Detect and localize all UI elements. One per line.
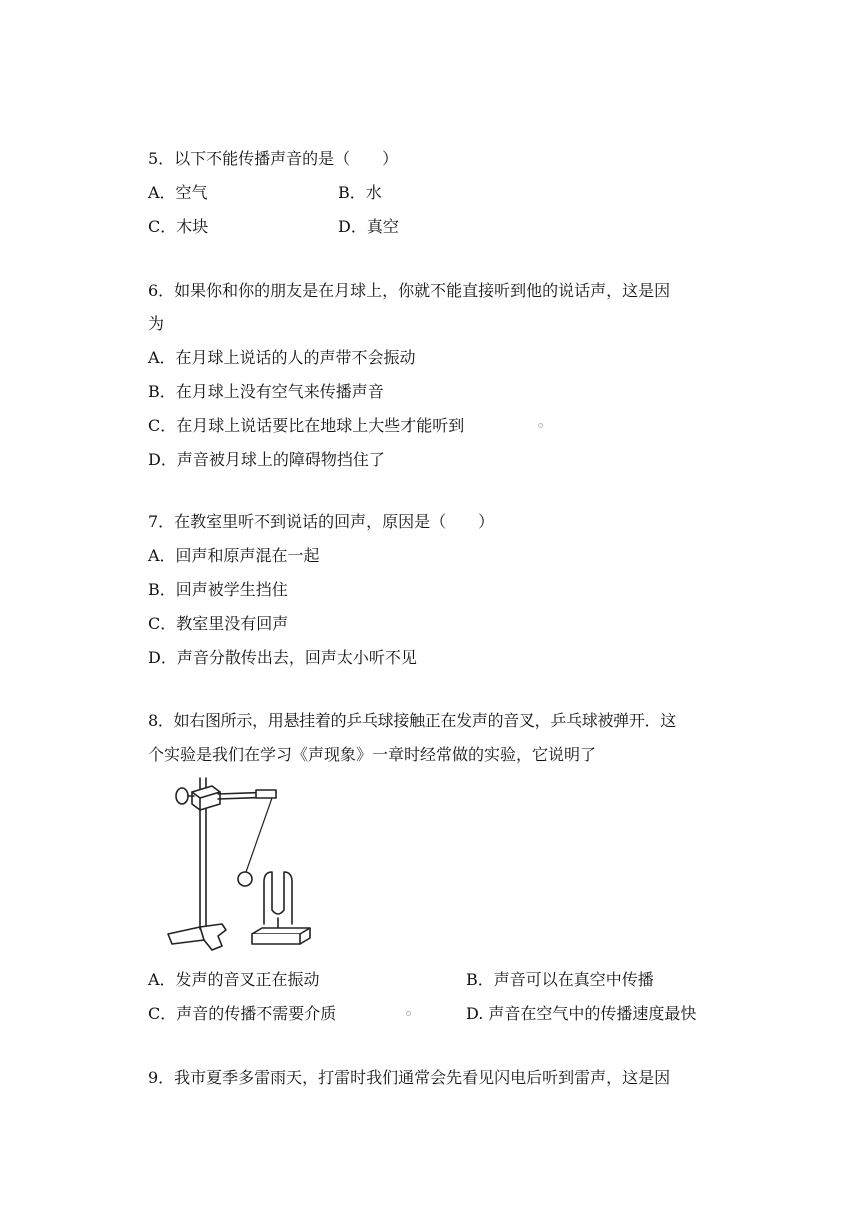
q8-option-a: A．发声的音叉正在振动 (148, 970, 320, 989)
scan-speck (406, 1011, 411, 1016)
q5-option-b: B．水 (338, 183, 382, 202)
q8-option-c: C．声音的传播不需要介质 (148, 1004, 337, 1023)
scan-speck (538, 423, 543, 428)
q5-option-a: A．空气 (148, 183, 208, 202)
q6-option-d: D．声音被月球上的障碍物挡住了 (148, 450, 385, 469)
q5-stem: 5．以下不能传播声音的是（ ） (148, 149, 399, 168)
q5-option-d: D．真空 (338, 217, 399, 236)
q6-option-c: C．在月球上说话要比在地球上大些才能听到 (148, 416, 465, 435)
tuning-fork-ping-pong-apparatus-icon (160, 774, 320, 956)
q7-stem: 7．在教室里听不到说话的回声，原因是（ ） (148, 512, 495, 531)
q8-option-b: B．声音可以在真空中传播 (466, 970, 654, 989)
q8-stem-line2: 个实验是我们在学习《声现象》一章时经常做的实验，它说明了 (148, 745, 597, 764)
q7-option-d: D．声音分散传出去，回声太小听不见 (148, 648, 417, 667)
q5-option-c: C．木块 (148, 217, 209, 236)
q6-option-a: A．在月球上说话的人的声带不会振动 (148, 348, 416, 367)
q8-stem-line1: 8．如右图所示，用悬挂着的乒乓球接触正在发声的音叉，乒乓球被弹开．这 (148, 711, 676, 730)
q6-stem-line2: 为 (148, 314, 165, 333)
q7-option-a: A．回声和原声混在一起 (148, 546, 320, 565)
q7-option-b: B．回声被学生挡住 (148, 580, 288, 599)
q6-option-b: B．在月球上没有空气来传播声音 (148, 382, 384, 401)
q9-stem-line1: 9．我市夏季多雷雨天，打雷时我们通常会先看见闪电后听到雷声，这是因 (148, 1068, 671, 1087)
q7-option-c: C．教室里没有回声 (148, 614, 289, 633)
q8-option-d: D. 声音在空气中的传播速度最快 (466, 1004, 697, 1023)
q6-stem-line1: 6．如果你和你的朋友是在月球上，你就不能直接听到他的说话声，这是因 (148, 281, 671, 300)
